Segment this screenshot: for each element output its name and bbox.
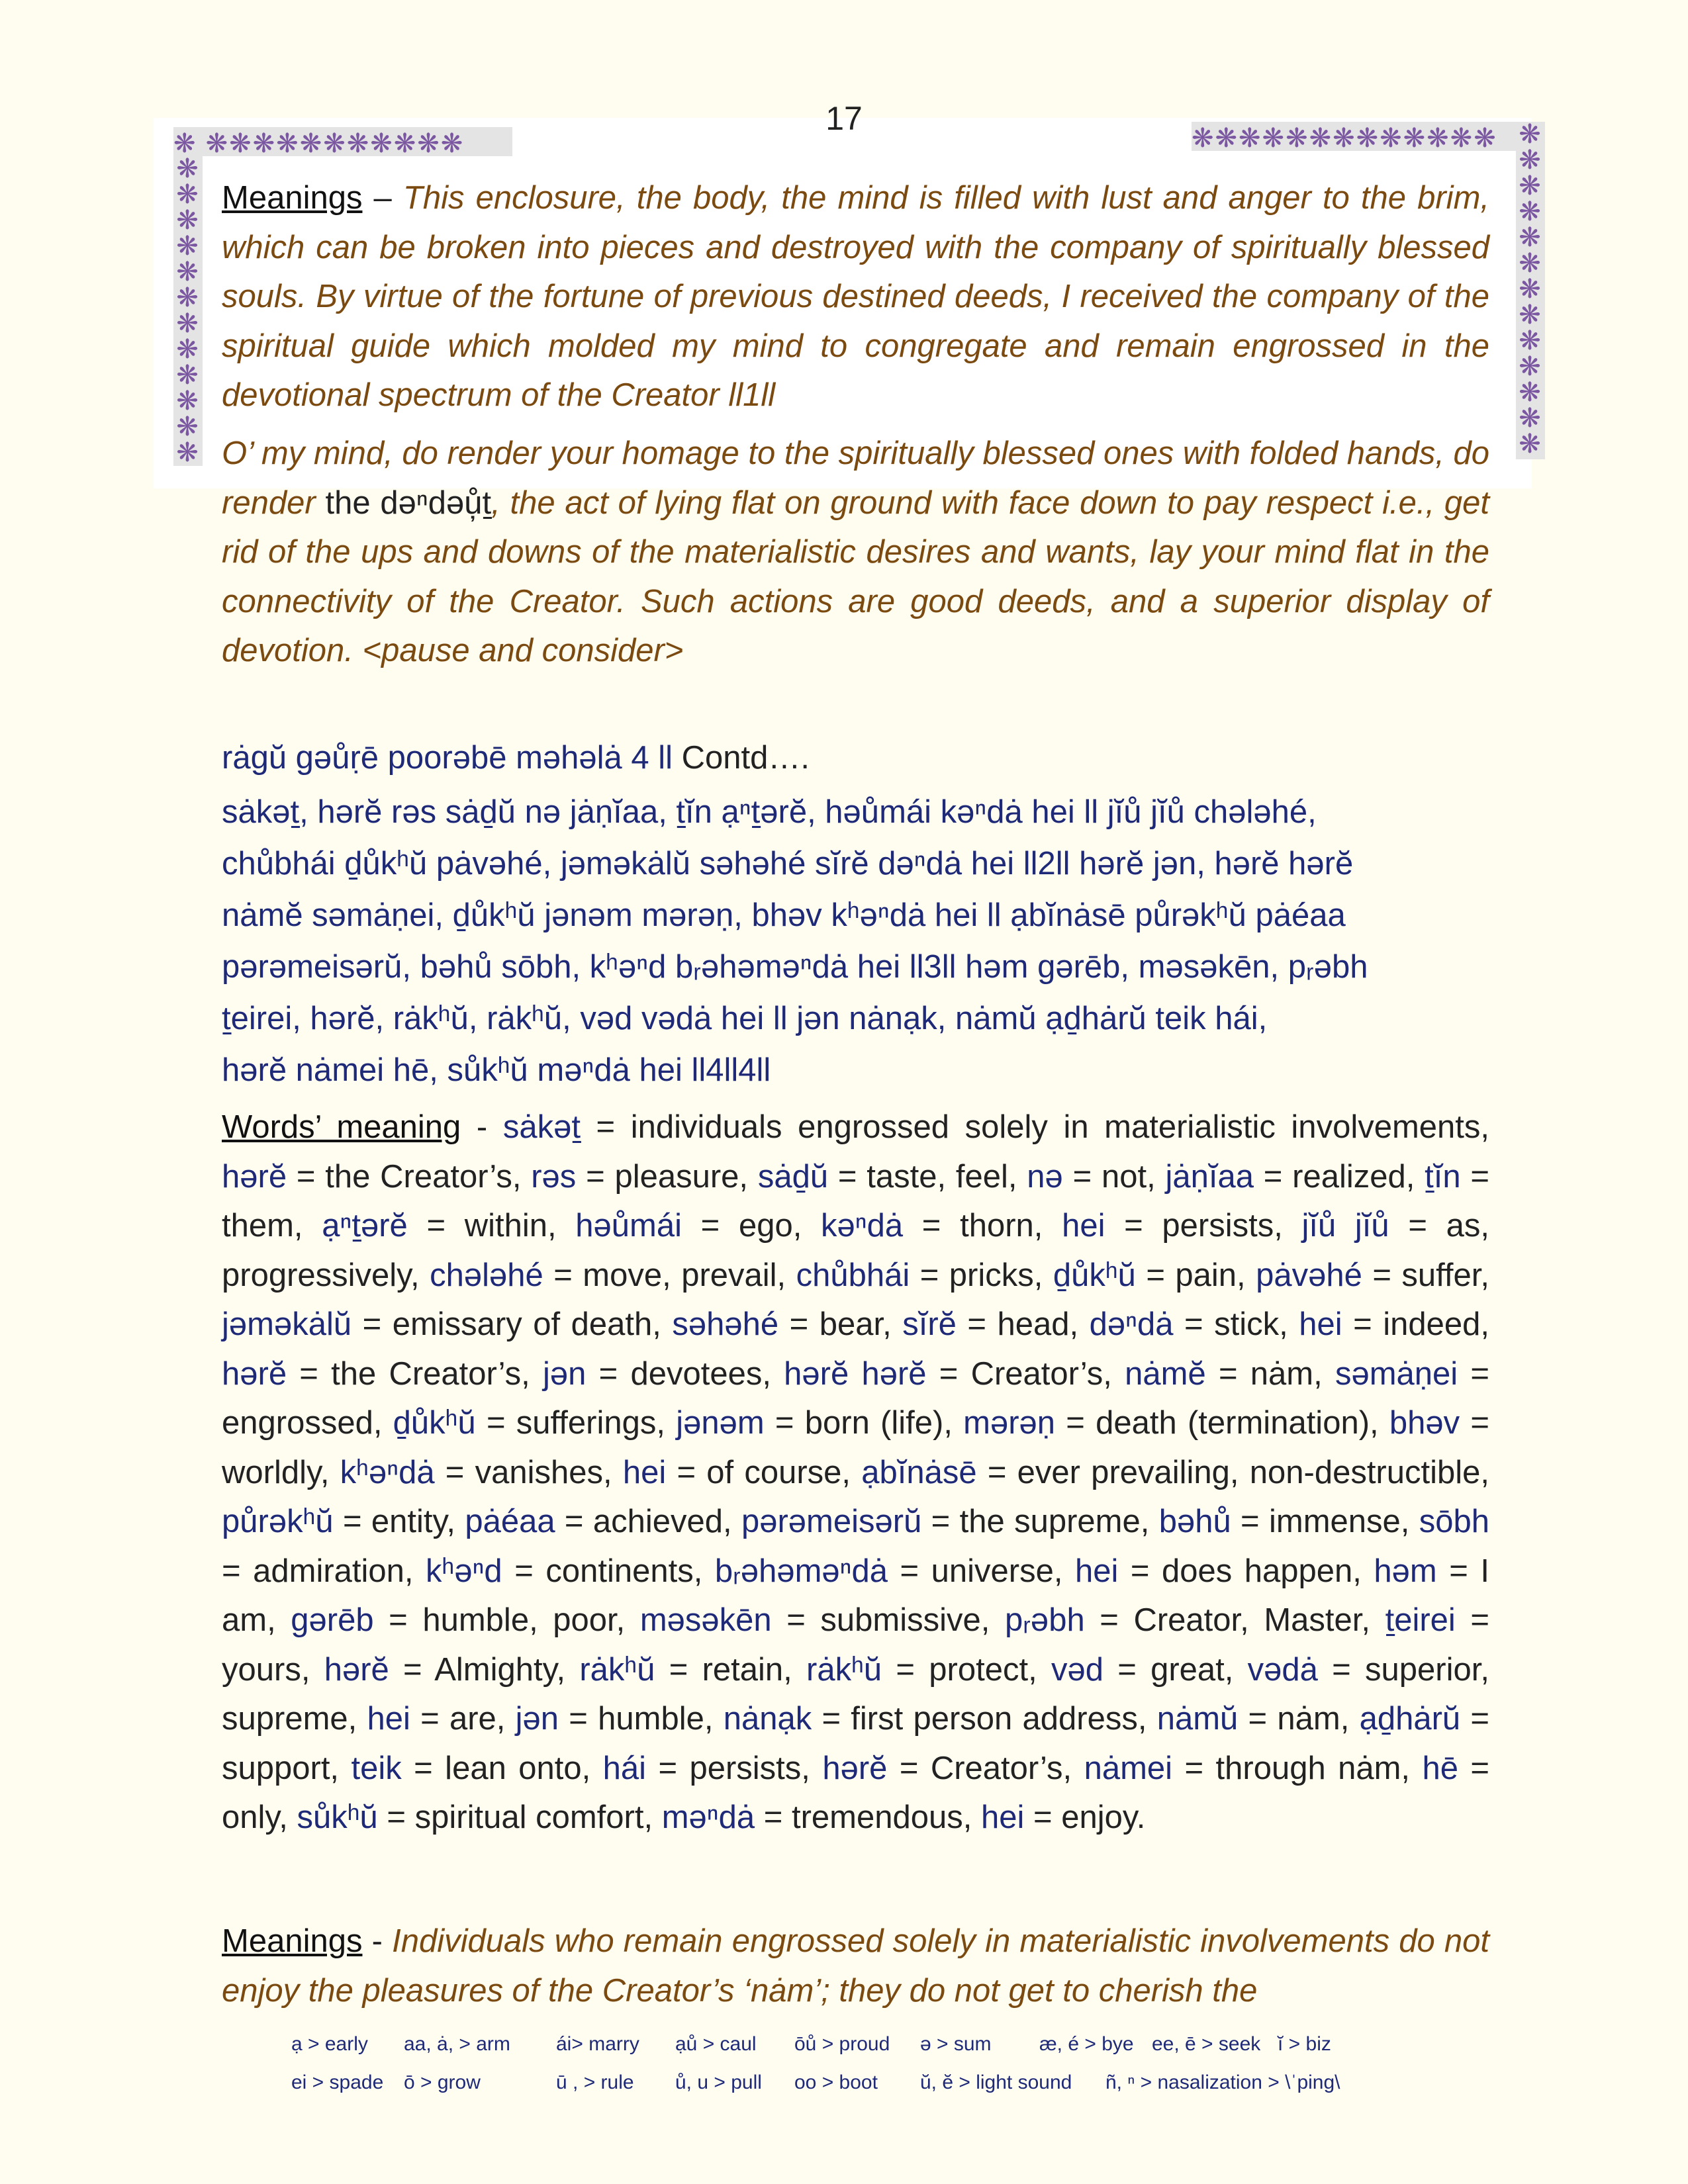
gloss-word: nȧmei [1084, 1750, 1173, 1786]
pronunciation-key-entry: ñ, ⁿ > nasalization > \ˈping\ [1105, 2071, 1340, 2093]
meanings-dash: – [362, 180, 403, 216]
pronunciation-key-entry: ạ > early [291, 2033, 368, 2055]
gloss-meaning: = continents, [502, 1553, 715, 1589]
gloss-word: səhəhé [672, 1306, 779, 1342]
gloss-word: kʰəⁿdȧ [340, 1454, 435, 1490]
pronunciation-key-entry: æ, é > bye [1039, 2033, 1134, 2055]
gloss-meaning: = engrossed, [222, 1355, 1490, 1441]
gloss-word: hái [602, 1750, 647, 1786]
gloss-word: hərĕ [222, 1355, 287, 1392]
gloss-meaning: = suffer, [1362, 1257, 1489, 1293]
pronunciation-key-entry: aa, ȧ, > arm [404, 2033, 510, 2055]
pronunciation-key-entry: ee, ē > seek [1152, 2033, 1261, 2055]
gloss-meaning: = great, [1103, 1651, 1248, 1688]
words-meaning-label: Words’ meaning [222, 1109, 461, 1145]
gloss-meaning: = bear, [778, 1306, 903, 1342]
gloss-meaning: = through nȧm, [1172, 1750, 1423, 1786]
gloss-word: půrəkʰŭ [222, 1504, 334, 1539]
gloss-word: hei [1062, 1208, 1105, 1244]
gloss-word: ḏůkʰŭ [1053, 1257, 1136, 1293]
pronunciation-key-entry: ů, u > pull [675, 2071, 762, 2093]
gloss-word: nȧnạk [723, 1701, 812, 1737]
pronunciation-key-entry: ái> marry [556, 2033, 639, 2055]
gloss-word: hei [367, 1701, 410, 1737]
gloss-word: məⁿdȧ [661, 1799, 755, 1835]
gloss-word: dəⁿdȧ [1089, 1306, 1174, 1342]
gloss-word: hərĕ hərĕ [784, 1355, 927, 1392]
gloss-word: hərĕ [222, 1158, 287, 1195]
gloss-word: chələhé [430, 1257, 543, 1293]
gloss-word: hei [980, 1799, 1025, 1835]
gloss-word: ạḏhȧrŭ [1359, 1701, 1461, 1737]
gloss-meaning: = indeed, [1342, 1306, 1489, 1342]
gloss-meaning: = vanishes, [434, 1454, 623, 1490]
gloss-meaning: = move, prevail, [543, 1257, 796, 1293]
gloss-word: sȧḏŭ [757, 1158, 829, 1195]
gloss-meaning: = devotees, [586, 1355, 784, 1392]
gloss-word: jĭů jĭů [1301, 1208, 1389, 1244]
gloss-meaning: = taste, feel, [828, 1158, 1027, 1195]
words-meaning-sep: - [461, 1109, 503, 1145]
gloss-meaning: = entity, [333, 1504, 465, 1539]
gloss-word: kəⁿdȧ [821, 1208, 904, 1244]
gloss-meaning: = head, [956, 1306, 1090, 1342]
gloss-word: pərəmeisərŭ [741, 1504, 922, 1539]
gloss-word: hē [1422, 1750, 1458, 1786]
gloss-meaning: = tremendous, [755, 1799, 981, 1835]
pronunciation-key-entry: ə > sum [920, 2033, 992, 2055]
meanings-paragraph-2 [222, 429, 1489, 676]
gloss-meaning: = superior, supreme, [222, 1651, 1489, 1737]
gloss-meaning: = only, [222, 1750, 1490, 1835]
gloss-word: chůbhái [796, 1257, 910, 1293]
gloss-word: vəd [1051, 1651, 1103, 1688]
gloss-word: rȧkʰŭ [579, 1651, 655, 1688]
gloss-word: sȧkəṯ [502, 1109, 581, 1145]
gloss-meaning: = emissary of death, [352, 1306, 673, 1342]
gloss-meaning: = nȧm, [1238, 1701, 1360, 1737]
gloss-word: nə [1027, 1158, 1063, 1195]
gloss-meaning: = I am, [222, 1553, 1489, 1638]
gloss-meaning: = them, [222, 1158, 1490, 1244]
gloss-meaning: = born (life), [764, 1405, 964, 1441]
border-right: ❋ ❋ ❋ ❋ ❋ ❋ ❋ ❋ ❋ ❋ ❋ ❋ ❋ [1516, 122, 1545, 459]
gloss-meaning: = the Creator’s, [287, 1355, 543, 1392]
gloss-word: teik [351, 1750, 402, 1786]
gloss-word: ạⁿṯərĕ [322, 1208, 408, 1244]
hymn-title-line [222, 733, 1489, 783]
gloss-word: ṯeirei [1385, 1602, 1456, 1638]
gloss-word: pȧéaa [465, 1504, 555, 1539]
gloss-meaning: = spiritual comfort, [377, 1799, 662, 1835]
gloss-word: jənəm [676, 1405, 765, 1441]
gloss-meaning: = the Creator’s, [287, 1158, 532, 1195]
gloss-meaning: = pain, [1135, 1257, 1256, 1293]
gloss-meaning: = yours, [222, 1602, 1489, 1688]
pronunciation-key-entry: oo > boot [794, 2071, 878, 2093]
gloss-meaning: = realized, [1253, 1158, 1425, 1195]
hymn-line: sȧkəṯ, hərĕ rəs sȧḏŭ nə jȧṇĭaa, ṯĭn ạⁿṯərĕ, həůmái kəⁿdȧ hei ll jĭů jĭů chələhé, [222, 794, 1317, 830]
gloss-word: bhəv [1389, 1405, 1460, 1441]
gloss-word: məsəkēn [639, 1602, 772, 1638]
gloss-word: həm [1374, 1553, 1437, 1589]
gloss-word: ạbĭnȧsē [861, 1454, 977, 1490]
word-pairs [222, 1109, 1489, 1835]
meanings-paragraph-1 [222, 173, 1489, 420]
gloss-word: sōbh [1419, 1504, 1489, 1539]
gloss-meaning: = Creator, Master, [1084, 1602, 1385, 1638]
hymn-line: hərĕ nȧmei hē, sůkʰŭ məⁿdȧ hei ll4ll4ll [222, 1052, 771, 1088]
meanings-label: Meanings [222, 180, 363, 216]
gloss-meaning: = stick, [1173, 1306, 1299, 1342]
gloss-meaning: = ego, [682, 1208, 821, 1244]
gloss-meaning: = worldly, [222, 1405, 1489, 1490]
gloss-meaning: = thorn, [903, 1208, 1062, 1244]
gloss-meaning: = enjoy. [1024, 1799, 1146, 1835]
gloss-word: mərəṇ [963, 1405, 1056, 1441]
gloss-meaning: = persists, [646, 1750, 823, 1786]
gloss-meaning: = lean onto, [401, 1750, 603, 1786]
gloss-word: hei [622, 1454, 667, 1490]
hymn-contd: Contd…. [681, 740, 810, 776]
gloss-word: bᵣəhəməⁿdȧ [714, 1553, 888, 1589]
pronunciation-key-entry: ĭ > biz [1278, 2033, 1331, 2055]
hymn-line: nȧmĕ səmȧṇei, ḏůkʰŭ jənəm mərəṇ, bhəv kʰəⁿdȧ hei ll ạbĭnȧsē půrəkʰŭ pȧéaa [222, 897, 1346, 933]
gloss-meaning: = are, [410, 1701, 516, 1737]
gloss-word: bəhů [1158, 1504, 1231, 1539]
gloss-meaning: = pricks, [910, 1257, 1053, 1293]
words-meaning-paragraph [222, 1103, 1489, 1843]
hymn-line: pərəmeisərŭ, bəhů sōbh, kʰəⁿd bᵣəhəməⁿdȧ hei ll3ll həm gərēb, məsəkēn, pᵣəbh [222, 949, 1368, 985]
gloss-meaning: = does happen, [1118, 1553, 1374, 1589]
meanings-label: Meanings [222, 1923, 363, 1959]
gloss-meaning: = immense, [1231, 1504, 1419, 1539]
gloss-meaning: = of course, [666, 1454, 862, 1490]
gloss-meaning: = nȧm, [1205, 1355, 1335, 1392]
gloss-word: rȧkʰŭ [806, 1651, 882, 1688]
gloss-word: kʰəⁿd [426, 1553, 502, 1589]
gloss-meaning: = pleasure, [576, 1158, 758, 1195]
gloss-word: hərĕ [324, 1651, 389, 1688]
pronunciation-key-entry: ạů > caul [675, 2033, 757, 2055]
gloss-word: pȧvəhé [1256, 1257, 1362, 1293]
gloss-meaning: = within, [407, 1208, 576, 1244]
gloss-meaning: = not, [1062, 1158, 1166, 1195]
gloss-meaning: = as, progressively, [222, 1208, 1489, 1293]
gloss-word: hei [1299, 1306, 1342, 1342]
meanings-text-part1: O’ my mind, do render your homage to the spiritually blessed ones with folded hands, do render [222, 435, 1489, 521]
gloss-meaning: = achieved, [555, 1504, 741, 1539]
pronunciation-key-entry: ō > grow [404, 2071, 481, 2093]
gloss-word: hei [1075, 1553, 1119, 1589]
gloss-word: nȧmĕ [1125, 1355, 1206, 1392]
border-top-right: ❋❋❋❋❋❋❋❋❋❋❋❋❋ [1192, 122, 1516, 151]
pronunciation-key-entry: ōů > proud [794, 2033, 890, 2055]
gloss-word: sůkʰŭ [297, 1799, 378, 1835]
gloss-meaning: = individuals engrossed solely in materialistic involvements, [580, 1109, 1490, 1145]
gloss-meaning: = first person address, [812, 1701, 1157, 1737]
gloss-meaning: = Creator’s, [926, 1355, 1125, 1392]
meanings-text: This enclosure, the body, the mind is filled with lust and anger to the brim, which can be broken into pieces and destroyed with the company of spiritually blessed souls. By virtue of the fortune of previous destined deeds, I received the company of the spiritual guide which molded my mind to congregate and remain engrossed in the devotional spectrum of the Creator ll1ll [222, 180, 1489, 413]
gloss-word: jən [515, 1701, 559, 1737]
meanings-dash: - [362, 1923, 393, 1959]
gloss-meaning: = support, [222, 1701, 1489, 1786]
pronunciation-key-entry: ei > spade [291, 2071, 384, 2093]
meanings-text-part2: , the act of lying flat on ground with face down to pay respect i.e., get rid of the ups and downs of the materialistic desires and wants, lay your mind flat in the connectivity of the Creator. Such actions are good deeds, and a superior display of devotion. <pause and consider> [222, 484, 1489, 668]
hymn-verse [222, 786, 1489, 1096]
gloss-word: nȧmŭ [1156, 1701, 1239, 1737]
meanings-paragraph-3 [222, 1917, 1489, 2015]
gloss-word: jəməkȧlŭ [222, 1306, 352, 1342]
gloss-word: vədȧ [1247, 1651, 1318, 1688]
hymn-title: rȧgŭ gəůṛē poorəbē məhəlȧ 4 ll [222, 740, 673, 776]
gloss-meaning: = death (termination), [1055, 1405, 1389, 1441]
hymn-line: ṯeirei, hərĕ, rȧkʰŭ, rȧkʰŭ, vəd vədȧ hei ll jən nȧnạk, nȧmŭ ạḏhȧrŭ teik hái, [222, 1001, 1268, 1036]
gloss-meaning: = protect, [882, 1651, 1051, 1688]
gloss-word: həůmái [575, 1208, 682, 1244]
border-top-left: ❋ ❋❋❋❋❋❋❋❋❋❋❋ [173, 127, 512, 156]
gloss-word: sĭrĕ [902, 1306, 957, 1342]
gloss-word: rəs [531, 1158, 577, 1195]
gloss-meaning: = persists, [1105, 1208, 1302, 1244]
gloss-meaning: = universe, [888, 1553, 1075, 1589]
gloss-meaning: = Almighty, [389, 1651, 580, 1688]
gloss-word: ṯĭn [1425, 1158, 1461, 1195]
gloss-meaning: = Creator’s, [887, 1750, 1084, 1786]
border-left: ❋ ❋ ❋ ❋ ❋ ❋ ❋ ❋ ❋ ❋ ❋ ❋ [173, 156, 203, 466]
gloss-word: ḏůkʰŭ [393, 1405, 476, 1441]
pronunciation-key-entry: ŭ, ĕ > light sound [920, 2071, 1072, 2093]
gloss-meaning: = humble, poor, [373, 1602, 640, 1638]
gloss-meaning: = humble, [559, 1701, 724, 1737]
gloss-word: jȧṇĭaa [1165, 1158, 1254, 1195]
hymn-line: chůbhái ḏůkʰŭ pȧvəhé, jəməkȧlŭ səhəhé sĭrĕ dəⁿdȧ hei ll2ll hərĕ jən, hərĕ hərĕ [222, 846, 1354, 882]
gloss-meaning: = ever prevailing, non-destructible, [976, 1454, 1490, 1490]
gloss-word: jən [543, 1355, 586, 1392]
gloss-meaning: = submissive, [771, 1602, 1005, 1638]
gloss-meaning: = retain, [655, 1651, 807, 1688]
page-number: 17 [825, 100, 863, 137]
meanings-term: the dəⁿdəů̦ṯ [325, 484, 492, 521]
meanings-text: Individuals who remain engrossed solely in materialistic involvements do not enjoy the pleasures of the Creator’s ‘nȧm’; they do not get to cherish the [222, 1923, 1490, 2009]
gloss-word: gərēb [291, 1602, 374, 1638]
gloss-word: hərĕ [822, 1750, 888, 1786]
gloss-meaning: = sufferings, [475, 1405, 677, 1441]
pronunciation-key-entry: ū , > rule [556, 2071, 634, 2093]
gloss-meaning: = admiration, [222, 1553, 426, 1589]
gloss-word: pᵣəbh [1004, 1602, 1085, 1638]
gloss-meaning: = the supreme, [921, 1504, 1159, 1539]
gloss-word: səmȧṇei [1335, 1355, 1458, 1392]
